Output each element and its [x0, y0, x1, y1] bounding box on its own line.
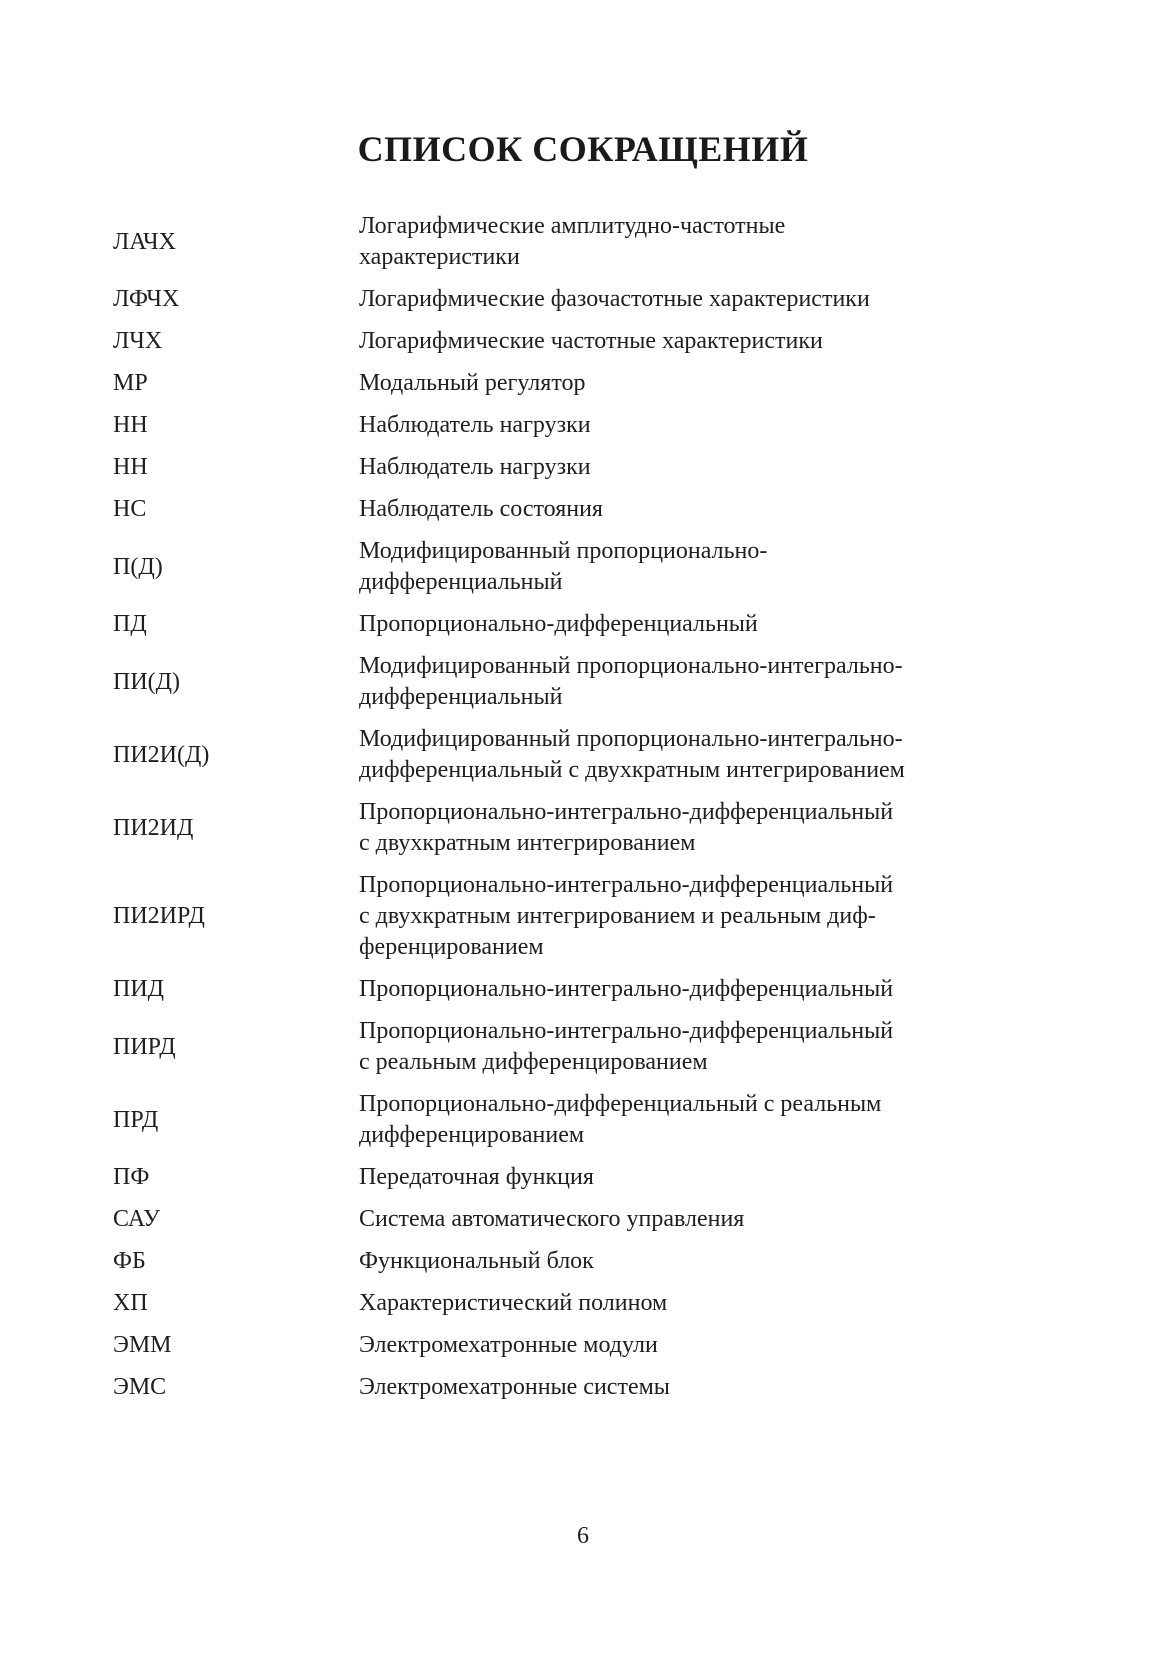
abbreviation-definition: Электромехатронные модули: [359, 1332, 658, 1358]
abbreviation-list: [113, 211, 993, 1414]
abbreviation-row: [113, 651, 993, 713]
abbreviation-row: [113, 1246, 993, 1277]
abbreviation-definition: Логарифмические амплитудно-частотные характеристики: [359, 213, 786, 270]
abbreviation-definition: Функциональный блок: [359, 1248, 594, 1274]
abbreviation-term: ЛФЧХ: [113, 286, 180, 312]
abbreviation-definition: Логарифмические частотные характеристики: [359, 328, 823, 354]
abbreviation-definition: Пропорционально-интегрально-дифференциальный с двухкратным интегрированием: [359, 799, 894, 856]
abbreviation-term: САУ: [113, 1206, 161, 1232]
abbreviation-term: ЭММ: [113, 1332, 172, 1358]
abbreviation-definition: Пропорционально-дифференциальный: [359, 611, 758, 637]
abbreviation-definition: Модифицированный пропорционально- дифференциальный: [359, 538, 768, 595]
page-number: 6: [577, 1523, 589, 1549]
abbreviation-term: ПФ: [113, 1164, 150, 1190]
abbreviation-term: ПИ2ИД: [113, 814, 194, 841]
abbreviation-row: [113, 1089, 993, 1151]
abbreviation-definition: Логарифмические фазочастотные характеристики: [359, 286, 870, 312]
abbreviation-row: [113, 536, 993, 598]
abbreviation-term: НН: [113, 454, 148, 480]
abbreviation-term: ПИ2ИРД: [113, 903, 205, 929]
abbreviation-definition: Характеристический полином: [359, 1290, 668, 1316]
abbreviation-definition: Пропорционально-интегрально-дифференциальный: [359, 976, 894, 1002]
abbreviation-definition: Модифицированный пропорционально-интегрально- дифференциальный: [359, 653, 903, 710]
abbreviation-row: [113, 724, 993, 786]
abbreviation-row: [113, 609, 993, 640]
abbreviation-definition: Передаточная функция: [359, 1164, 594, 1190]
abbreviation-term: ЭМС: [113, 1374, 167, 1400]
abbreviation-row: [113, 870, 993, 963]
abbreviation-term: ЛАЧХ: [113, 228, 176, 255]
abbreviation-definition: Модифицированный пропорционально-интегрально- дифференциальный с двухкратным интегрированием: [359, 726, 905, 783]
abbreviation-row: [113, 1162, 993, 1193]
abbreviation-term: ПД: [113, 611, 147, 637]
abbreviation-definition: Наблюдатель нагрузки: [359, 454, 591, 480]
abbreviation-row: [113, 1330, 993, 1361]
abbreviation-term: ПИРД: [113, 1033, 176, 1060]
abbreviation-definition: Модальный регулятор: [359, 370, 586, 396]
abbreviation-term: ПИ(Д): [113, 668, 181, 695]
abbreviation-row: [113, 797, 993, 859]
page-title: СПИСОК СОКРАЩЕНИЙ: [357, 129, 809, 169]
abbreviation-row: [113, 211, 993, 273]
abbreviation-term: ХП: [113, 1290, 148, 1316]
abbreviation-term: НН: [113, 412, 148, 438]
abbreviation-definition: Наблюдатель нагрузки: [359, 412, 591, 438]
abbreviation-term: ПИ2И(Д): [113, 741, 210, 768]
abbreviation-term: ФБ: [113, 1248, 146, 1274]
abbreviation-definition: Система автоматического управления: [359, 1206, 745, 1232]
abbreviation-row: [113, 494, 993, 525]
abbreviation-row: [113, 1372, 993, 1403]
abbreviation-term: П(Д): [113, 553, 163, 580]
abbreviation-row: [113, 452, 993, 483]
abbreviation-definition: Электромехатронные системы: [359, 1374, 670, 1400]
abbreviation-term: МР: [113, 370, 148, 396]
abbreviation-definition: Пропорционально-дифференциальный с реальным дифференцированием: [359, 1091, 882, 1148]
abbreviation-row: [113, 1016, 993, 1078]
abbreviation-definition: Пропорционально-интегрально-дифференциальный с двухкратным интегрированием и реальным диф- ференцированием: [359, 872, 894, 960]
abbreviation-row: [113, 410, 993, 441]
abbreviation-row: [113, 1288, 993, 1319]
abbreviation-term: ПИД: [113, 976, 165, 1002]
abbreviation-row: [113, 284, 993, 315]
abbreviation-row: [113, 1204, 993, 1235]
abbreviation-row: [113, 368, 993, 399]
abbreviation-term: НС: [113, 496, 147, 522]
abbreviation-term: ПРД: [113, 1106, 159, 1133]
abbreviation-row: [113, 326, 993, 357]
abbreviation-definition: Наблюдатель состояния: [359, 496, 603, 522]
abbreviation-term: ЛЧХ: [113, 328, 163, 354]
abbreviation-definition: Пропорционально-интегрально-дифференциальный с реальным дифференцированием: [359, 1018, 894, 1075]
abbreviation-row: [113, 974, 993, 1005]
